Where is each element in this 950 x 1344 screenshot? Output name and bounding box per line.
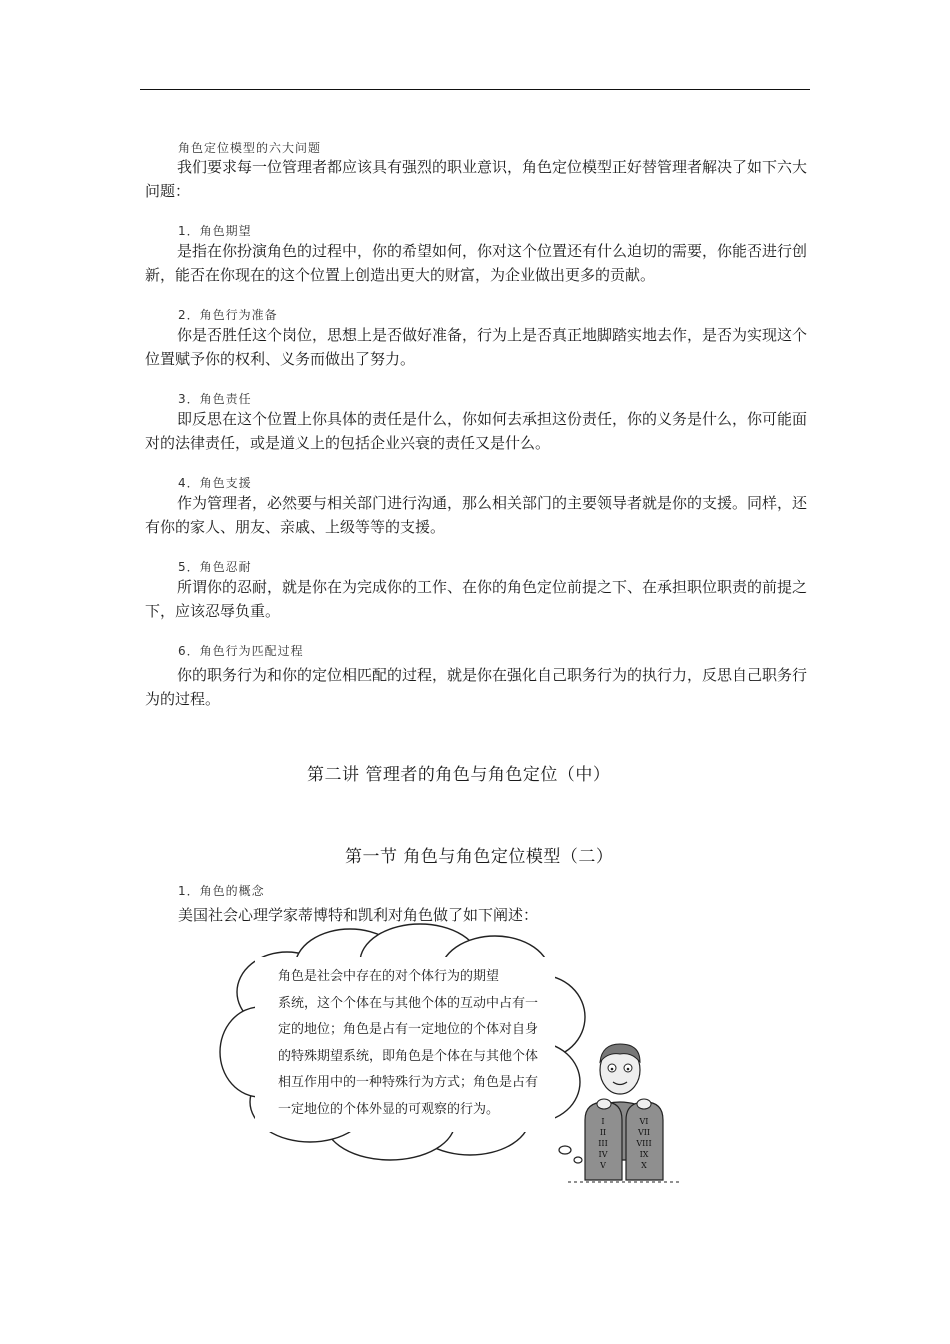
tablet-numeral: V bbox=[600, 1161, 606, 1170]
section-title: 第一节 角色与角色定位模型（二） bbox=[345, 847, 614, 867]
item-text-1: 是指在你扮演角色的过程中，你的希望如何，你对这个位置还有什么迫切的需要，你能否进行创新，能否在你现在的这个位置上创造出更大的财富，为企业做出更多的贡献。 bbox=[145, 242, 808, 284]
tablet-numeral: III bbox=[598, 1139, 608, 1148]
intro-paragraph: 我们要求每一位管理者都应该具有强烈的职业意识，角色定位模型正好替管理者解决了如下六大问题： bbox=[145, 158, 808, 200]
role-definition-quote: 角色是社会中存在的对个体行为的期望 系统，这个个体在与其他个体的互动中占有一 定的地位；角色是占有一定地位的个体对自身 的特殊期望系统，即角色是个体在与其他个体 相互作用中的一种特殊行为方式；角色是占有 一定地位的个体外显的可观察的行为。 bbox=[278, 969, 539, 1117]
section-paragraph: 美国社会心理学家蒂博特和凯利对角色做了如下阐述： bbox=[178, 906, 539, 924]
header-rule bbox=[140, 89, 810, 90]
tablet-numeral: II bbox=[599, 1128, 607, 1137]
item-heading-3: 3．角色责任 bbox=[178, 392, 252, 406]
item-text-3: 即反思在这个位置上你具体的责任是什么，你如何去承担这份责任，你的义务是什么，你可能面对的法律责任，或是道义上的包括企业兴衰的责任又是什么。 bbox=[145, 410, 808, 452]
item-heading-1: 1．角色期望 bbox=[178, 224, 252, 238]
section-heading: 1．角色的概念 bbox=[178, 884, 265, 898]
tablet-numeral: IX bbox=[639, 1150, 649, 1159]
item-heading-4: 4．角色支援 bbox=[178, 476, 252, 490]
tablet-numeral: IV bbox=[598, 1150, 608, 1159]
lecture-title: 第二讲 管理者的角色与角色定位（中） bbox=[307, 765, 611, 785]
tablet-numeral: I bbox=[601, 1117, 605, 1126]
item-text-5: 所谓你的忍耐，就是你在为完成你的工作、在你的角色定位前提之下、在承担职位职责的前提之下，应该忍辱负重。 bbox=[145, 578, 808, 620]
item-text-6: 你的职务行为和你的定位相匹配的过程，就是你在强化自己职务行为的执行力，反思自己职务行为的过程。 bbox=[145, 666, 808, 708]
intro-label: 角色定位模型的六大问题 bbox=[178, 141, 322, 155]
person-with-tablets-icon bbox=[560, 1040, 710, 1190]
item-heading-2: 2．角色行为准备 bbox=[178, 308, 278, 322]
tablet-numeral: X bbox=[641, 1161, 647, 1170]
tablet-numeral: VIII bbox=[636, 1139, 652, 1148]
item-text-4: 作为管理者，必然要与相关部门进行沟通，那么相关部门的主要领导者就是你的支援。同样，还有你的家人、朋友、亲戚、上级等等的支援。 bbox=[145, 494, 808, 536]
item-heading-6: 6．角色行为匹配过程 bbox=[178, 644, 304, 658]
tablet-numeral: VI bbox=[639, 1117, 649, 1126]
item-heading-5: 5．角色忍耐 bbox=[178, 560, 252, 574]
item-text-2: 你是否胜任这个岗位，思想上是否做好准备，行为上是否真正地脚踏实地去作，是否为实现这个位置赋予你的权利、义务而做出了努力。 bbox=[145, 326, 808, 368]
tablet-numeral: VII bbox=[637, 1128, 651, 1137]
